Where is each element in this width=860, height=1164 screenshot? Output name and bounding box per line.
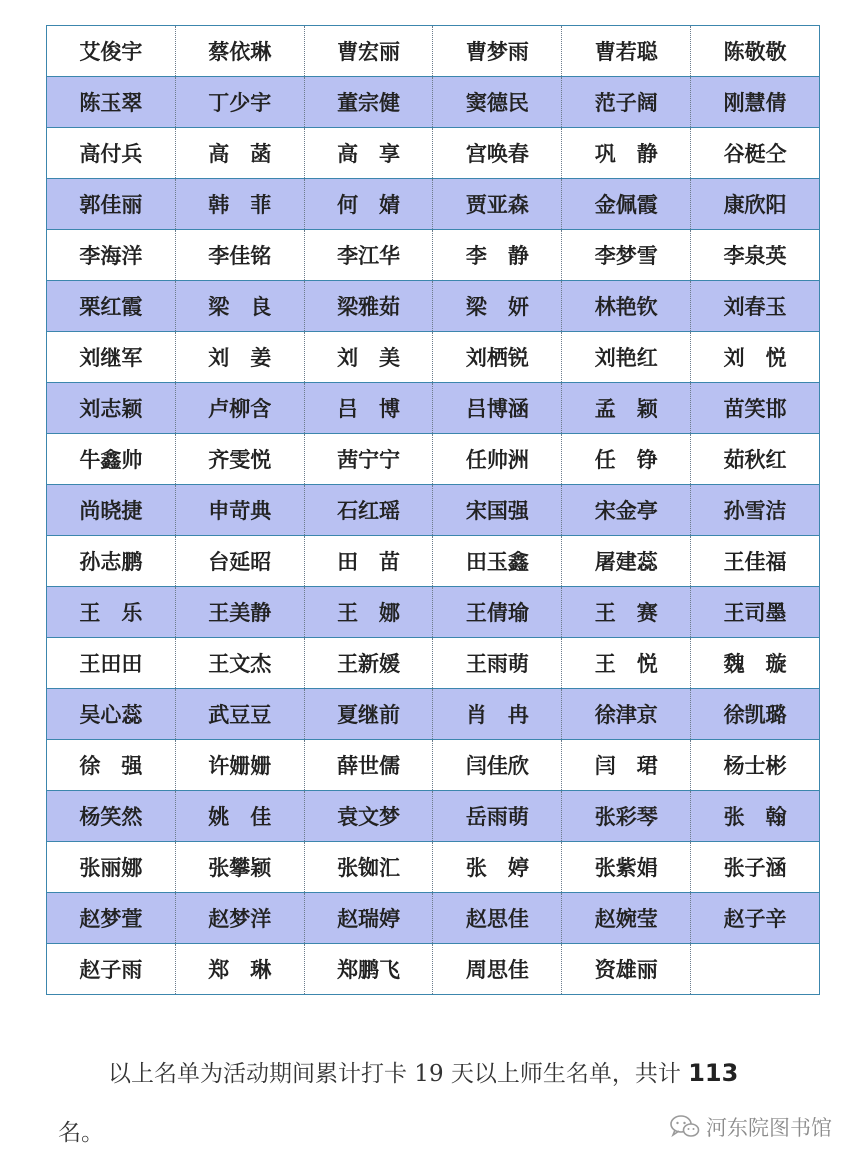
name-cell: 曹若聪 [562,26,691,77]
name-cell: 宋金亭 [562,485,691,536]
name-cell: 杨笑然 [47,791,176,842]
name-cell: 张 翰 [691,791,820,842]
name-cell: 张彩琴 [562,791,691,842]
name-cell: 梁雅茹 [304,281,433,332]
name-cell: 尚晓捷 [47,485,176,536]
name-cell: 任帅洲 [433,434,562,485]
name-cell [691,944,820,995]
name-cell: 金佩霞 [562,179,691,230]
name-cell: 刚慧倩 [691,77,820,128]
table-row [47,77,820,128]
name-cell: 武豆豆 [175,689,304,740]
name-cell: 高付兵 [47,128,176,179]
name-cell: 孙志鹏 [47,536,176,587]
name-cell: 刘 悦 [691,332,820,383]
name-cell: 张铷汇 [304,842,433,893]
summary-count: 113 [688,1059,739,1087]
name-cell: 王美静 [175,587,304,638]
name-cell: 田玉鑫 [433,536,562,587]
table-row [47,791,820,842]
table-row [47,383,820,434]
name-cell: 高 享 [304,128,433,179]
table-row [47,536,820,587]
table-row [47,893,820,944]
name-cell: 曹宏丽 [304,26,433,77]
name-cell: 王雨萌 [433,638,562,689]
name-cell: 吴心蕊 [47,689,176,740]
name-cell: 李 静 [433,230,562,281]
name-cell: 李海洋 [47,230,176,281]
name-cell: 孙雪洁 [691,485,820,536]
name-cell: 张攀颖 [175,842,304,893]
name-cell: 台延昭 [175,536,304,587]
name-cell: 张子涵 [691,842,820,893]
name-cell: 茹秋红 [691,434,820,485]
name-cell: 李泉英 [691,230,820,281]
table-row [47,434,820,485]
name-cell: 赵子雨 [47,944,176,995]
name-cell: 姚 佳 [175,791,304,842]
table-row [47,281,820,332]
name-cell: 刘 姜 [175,332,304,383]
name-cell: 宫唤春 [433,128,562,179]
name-cell: 王田田 [47,638,176,689]
name-cell: 李佳铭 [175,230,304,281]
name-cell: 徐凯璐 [691,689,820,740]
name-cell: 赵思佳 [433,893,562,944]
name-cell: 王文杰 [175,638,304,689]
watermark [670,1112,832,1142]
name-cell: 赵瑞婷 [304,893,433,944]
name-cell: 徐 强 [47,740,176,791]
name-cell: 梁 良 [175,281,304,332]
name-cell: 刘志颖 [47,383,176,434]
name-cell: 孟 颖 [562,383,691,434]
table-row [47,26,820,77]
name-cell: 魏 璇 [691,638,820,689]
name-cell: 曹梦雨 [433,26,562,77]
name-cell: 赵梦洋 [175,893,304,944]
name-cell: 李梦雪 [562,230,691,281]
name-cell: 蔡依琳 [175,26,304,77]
name-cell: 薛世儒 [304,740,433,791]
table-row [47,842,820,893]
name-cell: 任 铮 [562,434,691,485]
name-cell: 刘春玉 [691,281,820,332]
summary-text: 以上名单为活动期间累计打卡 19 天以上师生名单，共计 [108,1061,689,1087]
summary-line [108,1055,738,1088]
name-cell: 吕博涵 [433,383,562,434]
name-cell: 林艳钦 [562,281,691,332]
name-cell: 赵子辛 [691,893,820,944]
names-table [46,25,820,995]
name-cell: 申苛典 [175,485,304,536]
name-cell: 栗红霞 [47,281,176,332]
name-cell: 艾俊宇 [47,26,176,77]
name-cell: 茜宁宁 [304,434,433,485]
watermark-text: 河东院图书馆 [706,1116,832,1140]
table-row [47,332,820,383]
name-cell: 窦德民 [433,77,562,128]
name-cell: 赵婉莹 [562,893,691,944]
name-cell: 王 赛 [562,587,691,638]
name-cell: 梁 妍 [433,281,562,332]
name-cell: 陈玉翠 [47,77,176,128]
name-cell: 张丽娜 [47,842,176,893]
name-cell: 张紫娟 [562,842,691,893]
name-cell: 石红瑶 [304,485,433,536]
name-cell: 苗笑邯 [691,383,820,434]
name-cell: 刘 美 [304,332,433,383]
name-cell: 齐雯悦 [175,434,304,485]
name-cell: 郑鹏飞 [304,944,433,995]
name-cell: 岳雨萌 [433,791,562,842]
name-cell: 韩 菲 [175,179,304,230]
name-cell: 王 乐 [47,587,176,638]
name-cell: 王 悦 [562,638,691,689]
names-table-body [47,26,820,995]
name-cell: 巩 静 [562,128,691,179]
name-cell: 袁文梦 [304,791,433,842]
table-row [47,689,820,740]
name-cell: 张 婷 [433,842,562,893]
table-row [47,128,820,179]
name-cell: 董宗健 [304,77,433,128]
name-cell: 范子阔 [562,77,691,128]
name-cell: 刘继军 [47,332,176,383]
table-row [47,638,820,689]
name-cell: 贾亚森 [433,179,562,230]
name-cell: 夏继前 [304,689,433,740]
name-cell: 何 婧 [304,179,433,230]
summary-end: 名。 [58,1120,104,1146]
name-cell: 谷梃仝 [691,128,820,179]
name-cell: 徐津京 [562,689,691,740]
name-cell: 肖 冉 [433,689,562,740]
name-cell: 王 娜 [304,587,433,638]
name-cell: 许姗姗 [175,740,304,791]
name-cell: 王新媛 [304,638,433,689]
name-cell: 刘栖锐 [433,332,562,383]
table-row [47,740,820,791]
name-cell: 杨士彬 [691,740,820,791]
name-cell: 王司墨 [691,587,820,638]
wechat-icon [670,1114,700,1140]
table-row [47,179,820,230]
name-cell: 丁少宇 [175,77,304,128]
name-cell: 周思佳 [433,944,562,995]
name-cell: 郑 琳 [175,944,304,995]
name-cell: 刘艳红 [562,332,691,383]
name-cell: 陈敬敬 [691,26,820,77]
table-row [47,230,820,281]
name-cell: 赵梦萱 [47,893,176,944]
name-cell: 吕 博 [304,383,433,434]
name-cell: 宋国强 [433,485,562,536]
name-cell: 李江华 [304,230,433,281]
name-cell: 康欣阳 [691,179,820,230]
table-row [47,587,820,638]
name-cell: 卢柳含 [175,383,304,434]
name-cell: 闫佳欣 [433,740,562,791]
name-cell: 资雄丽 [562,944,691,995]
name-cell: 王倩瑜 [433,587,562,638]
table-row [47,944,820,995]
name-cell: 闫 珺 [562,740,691,791]
name-cell: 屠建蕊 [562,536,691,587]
name-cell: 牛鑫帅 [47,434,176,485]
name-cell: 王佳福 [691,536,820,587]
name-cell: 高 菡 [175,128,304,179]
name-cell: 田 苗 [304,536,433,587]
name-cell: 郭佳丽 [47,179,176,230]
table-row [47,485,820,536]
